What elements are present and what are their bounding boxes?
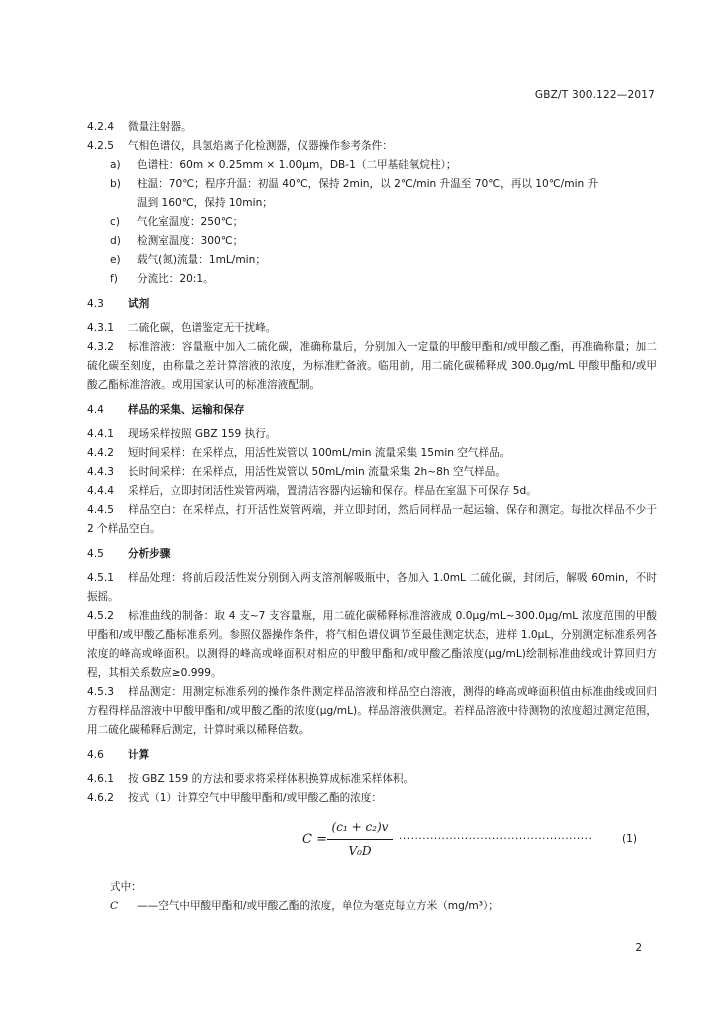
list-item (87, 213, 657, 232)
clause-number: 4.5.3 (87, 686, 114, 698)
clause-4-5-1 (87, 569, 657, 607)
list-text: 色谱柱：60m × 0.25mm × 1.00μm，DB-1（二甲基硅氧烷柱）； (137, 159, 457, 171)
section-heading-4-6 (87, 746, 657, 765)
page-content (87, 118, 657, 916)
section-number: 4.3 (87, 298, 104, 310)
variable-description: ——空气中甲酸甲酯和/或甲酸乙酯的浓度，单位为毫克每立方米（mg/m³）； (137, 900, 499, 912)
standard-code: GBZ/T 300.122—2017 (534, 89, 655, 101)
section-number: 4.6 (87, 749, 104, 761)
section-number: 4.4 (87, 404, 104, 416)
clause-number: 4.4.3 (87, 466, 114, 478)
clause-4-5-3 (87, 683, 657, 740)
list-marker: d) (110, 235, 121, 247)
formula-1 (87, 816, 657, 868)
clause-text: 气相色谱仪，具氢焰离子化检测器，仪器操作参考条件： (128, 140, 393, 152)
list-item (87, 232, 657, 251)
section-title: 试剂 (128, 298, 150, 310)
list-text: 载气(氮)流量：1mL/min； (137, 254, 266, 266)
variable-definition (87, 897, 657, 916)
section-heading-4-3 (87, 295, 657, 314)
list-text-continuation: 温到 160℃，保持 10min； (137, 197, 273, 209)
clause-number: 4.2.4 (87, 121, 114, 133)
list-item (87, 175, 657, 194)
list-marker: a) (110, 159, 121, 171)
clause-4-4-2 (87, 444, 657, 463)
clause-number: 4.4.2 (87, 447, 114, 459)
list-text: 检测室温度：300℃； (137, 235, 244, 247)
list-marker: e) (110, 254, 121, 266)
clause-text: 短时间采样：在采样点，用活性炭管以 100mL/min 流量采集 15min 空气样品。 (128, 447, 511, 459)
clause-4-3-1 (87, 319, 657, 338)
clause-4-4-3 (87, 463, 657, 482)
section-number: 4.5 (87, 548, 104, 560)
list-text: 柱温：70℃；程序升温：初温 40℃，保持 2min，以 2℃/min 升温至 70℃，再以 10℃/min 升 (137, 178, 599, 190)
clause-text: 标准溶液：容量瓶中加入二硫化碳，准确称量后，分别加入一定量的甲酸甲酯和/或甲酸乙酯，再准确称量；加二硫化碳至刻度，由称量之差计算溶液的浓度，为标准贮备液。临用前，用二硫化碳稀释成 300.0μg/mL 甲酸甲酯和/或甲酸乙酯标准溶液。或用国家认可的标准溶液配制。 (87, 341, 657, 391)
clause-text: 样品测定：用测定标准系列的操作条件测定样品溶液和样品空白溶液，测得的峰高或峰面积值由标准曲线或回归方程得样品溶液中甲酸甲酯和/或甲酸乙酯的浓度(μg/mL)。样品溶液供测定。若样品溶液中待测物的浓度超过测定范围，用二硫化碳稀释后测定，计算时乘以稀释倍数。 (87, 686, 657, 736)
clause-text: 样品处理：将前后段活性炭分别倒入两支溶剂解吸瓶中，各加入 1.0mL 二硫化碳，封闭后，解吸 60min，不时振摇。 (87, 572, 657, 603)
clause-number: 4.2.5 (87, 140, 114, 152)
clause-4-6-1 (87, 770, 657, 789)
clause-4-2-5 (87, 137, 657, 156)
clause-4-2-4 (87, 118, 657, 137)
clause-number: 4.3.2 (87, 341, 114, 353)
clause-number: 4.5.2 (87, 610, 114, 622)
clause-4-4-5 (87, 501, 657, 539)
page-number: 2 (635, 942, 642, 954)
list-marker: b) (110, 178, 121, 190)
list-item (87, 251, 657, 270)
clause-text: 按式（1）计算空气中甲酸甲酯和/或甲酸乙酯的浓度： (128, 792, 382, 804)
formula-lhs: C = (302, 832, 327, 847)
clause-text: 样品空白：在采样点，打开活性炭管两端，并立即封闭，然后同样品一起运输、保存和测定。每批次样品不少于 2 个样品空白。 (87, 504, 657, 535)
clause-text: 长时间采样：在采样点，用活性炭管以 50mL/min 流量采集 2h~8h 空气样品。 (128, 466, 506, 478)
list-marker: c) (110, 216, 120, 228)
list-text: 气化室温度：250℃； (137, 216, 244, 228)
clause-4-3-2 (87, 338, 657, 395)
formula-numerator: (c₁ + c₂)v (327, 818, 393, 840)
list-marker: f) (110, 273, 118, 285)
clause-text: 微量注射器。 (128, 121, 192, 133)
clause-text: 按 GBZ 159 的方法和要求将采样体积换算成标准采样体积。 (128, 773, 415, 785)
list-item (87, 156, 657, 175)
formula-denominator: V₀D (348, 844, 372, 858)
clause-number: 4.6.2 (87, 792, 114, 804)
list-text: 分流比：20:1。 (137, 273, 214, 285)
clause-number: 4.5.1 (87, 572, 114, 584)
clause-4-4-1 (87, 425, 657, 444)
clause-number: 4.6.1 (87, 773, 114, 785)
clause-number: 4.4.1 (87, 428, 114, 440)
clause-number: 4.4.5 (87, 504, 114, 516)
clause-text: 二硫化碳，色谱鉴定无干扰峰。 (128, 322, 277, 334)
clause-text: 现场采样按照 GBZ 159 执行。 (128, 428, 277, 440)
clause-number: 4.3.1 (87, 322, 114, 334)
formula-number: (1) (621, 833, 637, 845)
section-title: 计算 (128, 749, 150, 761)
section-heading-4-5 (87, 545, 657, 564)
variable-symbol: C (110, 900, 119, 912)
section-heading-4-4 (87, 401, 657, 420)
list-item (87, 270, 657, 289)
section-title: 分析步骤 (128, 548, 171, 560)
clause-number: 4.4.4 (87, 485, 114, 497)
section-title: 样品的采集、运输和保存 (128, 404, 245, 416)
clause-4-6-2 (87, 789, 657, 808)
clause-text: 标准曲线的制备：取 4 支~7 支容量瓶，用二硫化碳稀释标准溶液成 0.0μg/mL~300.0μg/mL 浓度范围的甲酸甲酯和/或甲酸乙酯标准系列。参照仪器操作条件，将气相色谱仪调节至最佳测定状态，进样 1.0μL，分别测定标准系列各浓度的峰高或峰面积。以测得的峰高或峰面积对相应的甲酸甲酯和/或甲酸乙酯浓度(μg/mL)绘制标准曲线或计算回归方程，其相关系数应≥0.999。 (87, 610, 657, 679)
clause-4-4-4 (87, 482, 657, 501)
where-label: 式中： (110, 881, 142, 893)
formula-leader-dots: ·················································· (399, 833, 593, 845)
clause-text: 采样后，立即封闭活性炭管两端，置清洁容器内运输和保存。样品在室温下可保存 5d。 (128, 485, 537, 497)
formula-fraction (327, 818, 393, 861)
clause-4-5-2 (87, 607, 657, 683)
